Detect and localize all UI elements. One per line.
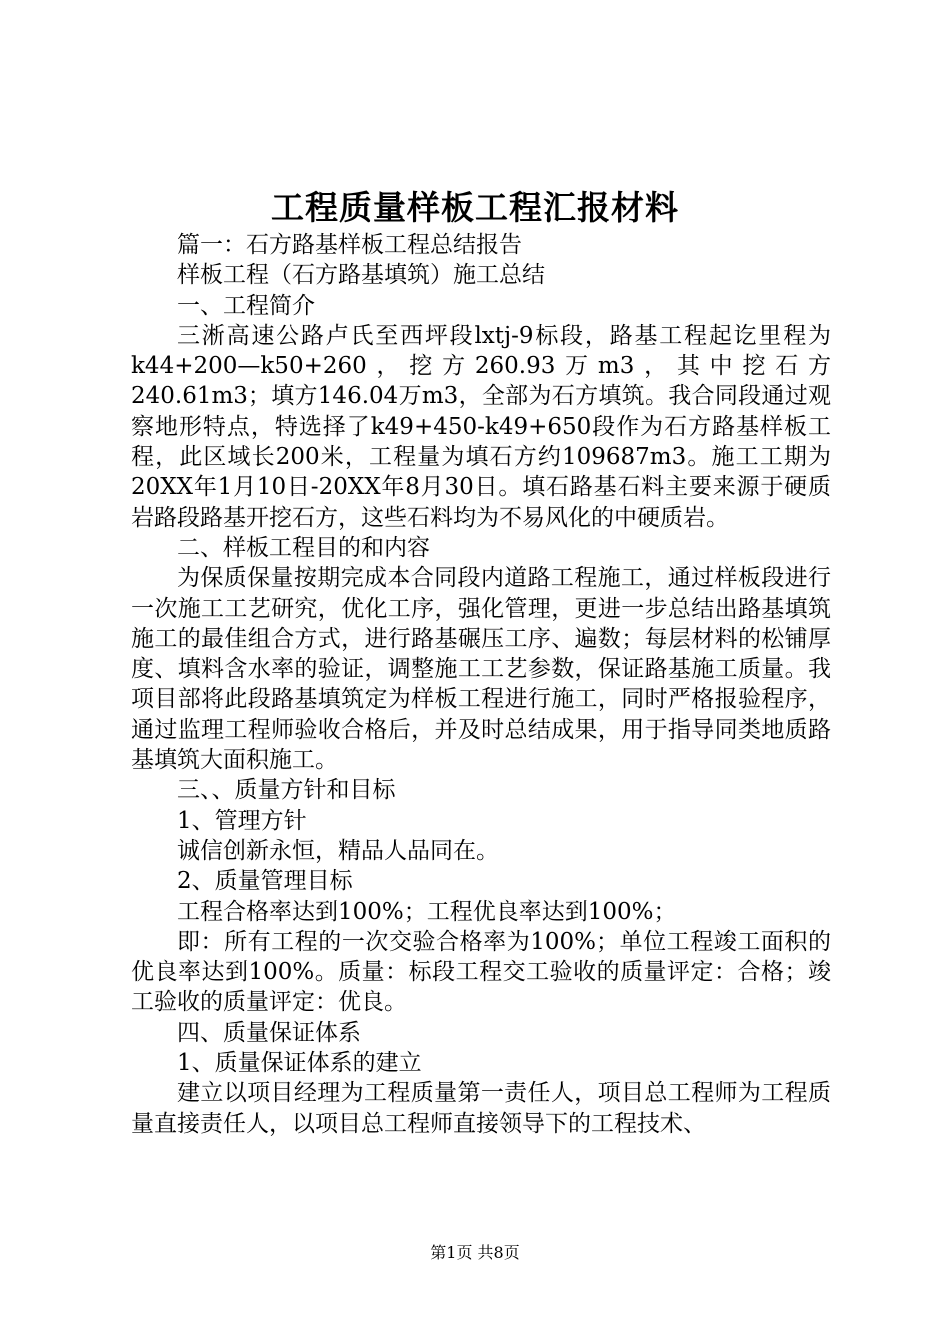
section-heading-purpose: 二、样板工程目的和内容 <box>177 534 430 561</box>
paragraph-heading: 篇一：石方路基样板工程总结报告 <box>177 232 522 258</box>
paragraph-overview: 三淅高速公路卢氏至西坪段lxtj-9标段，路基工程起讫里程为k44+200—k50+260，挖方260.93万m3，其中挖石方240.61m3；填方146.04万m3，全部为石方填筑。我合同段通过观察地形特点，特选择了k49+450-k49+650段作为石方路基样板工程，此区域长200米，工程量为填石方约109687m3。施工工期为20XX年1月10日-20XX年8月30日。填石路基石料主要来源于硬质岩路段路基开挖石方，这些石料均为不易风化的中硬质岩。 <box>131 322 831 531</box>
paragraph-management-policy: 诚信创新永恒，精品人品同在。 <box>177 837 499 864</box>
paragraph-quality-detail: 即：所有工程的一次交验合格率为100%；单位工程竣工面积的优良率达到100%。质量：标段工程交工验收的质量评定：合格；竣工验收的质量评定：优良。 <box>131 928 831 1016</box>
section-heading-overview: 一、工程简介 <box>177 292 315 319</box>
document-body <box>131 230 831 1139</box>
document-title: 工程质量样板工程汇报材料 <box>271 188 679 227</box>
paragraph-purpose: 为保质保量按期完成本合同段内道路工程施工，通过样板段进行一次施工工艺研究，优化工序，强化管理，更进一步总结出路基填筑施工的最佳组合方式，进行路基碾压工序、遍数；每层材料的松铺厚度、填料含水率的验证，调整施工工艺参数，保证路基施工质量。我项目部将此段路基填筑定为样板工程进行施工，同时严格报验程序，通过监理工程师验收合格后，并及时总结成果，用于指导同类地质路基填筑大面积施工。 <box>131 565 831 774</box>
paragraph-quality-goal: 工程合格率达到100%；工程优良率达到100%； <box>177 898 677 925</box>
subheading-quality-goal: 2、质量管理目标 <box>177 868 353 895</box>
section-heading-assurance: 四、质量保证体系 <box>177 1019 361 1046</box>
subheading-management-policy: 1、管理方针 <box>177 807 307 834</box>
subheading-assurance-setup: 1、质量保证体系的建立 <box>177 1050 422 1077</box>
paragraph-assurance-setup: 建立以项目经理为工程质量第一责任人，项目总工程师为工程质量直接责任人，以项目总工程师直接领导下的工程技术、 <box>131 1080 831 1137</box>
page-footer: 第1页 共8页 <box>430 1243 520 1262</box>
paragraph-subheading: 样板工程（石方路基填筑）施工总结 <box>177 262 545 289</box>
section-heading-policy: 三、、质量方针和目标 <box>177 777 396 804</box>
